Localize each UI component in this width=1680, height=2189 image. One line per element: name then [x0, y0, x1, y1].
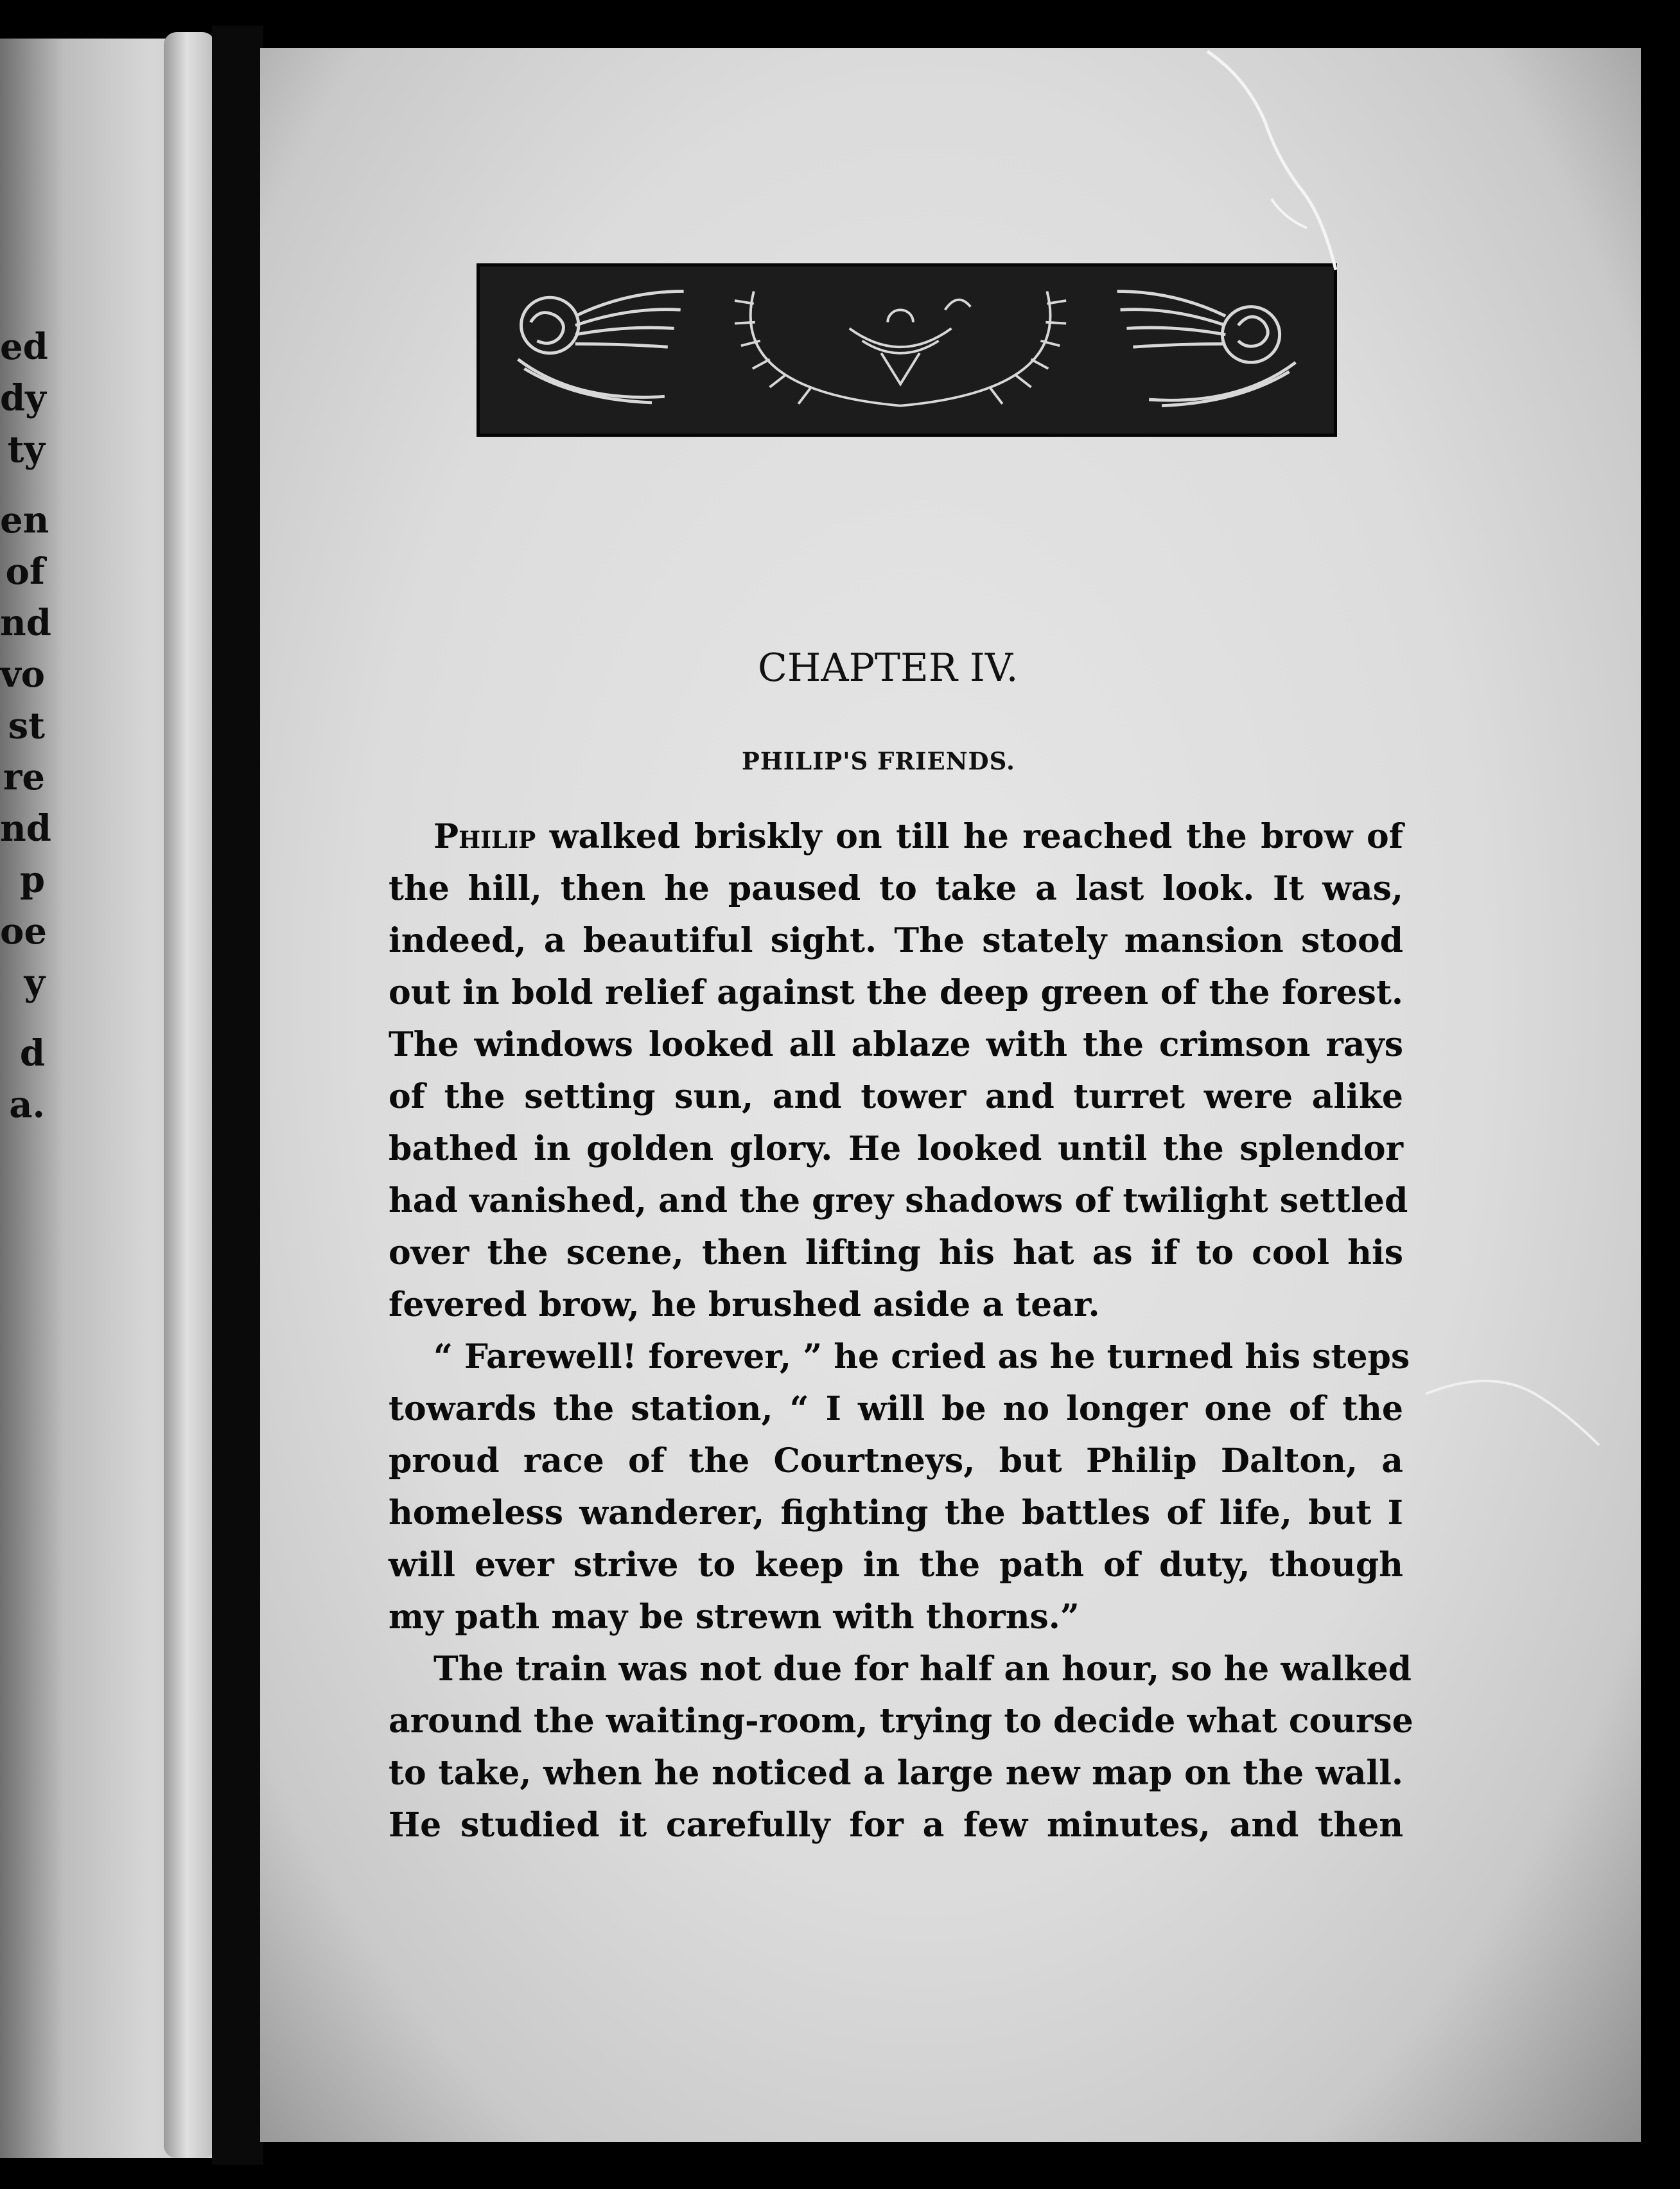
left-fragment: nd [0, 602, 51, 644]
left-fragment: re [3, 756, 45, 798]
chapter-title: CHAPTER IV. [758, 646, 1019, 690]
chapter-header-ornament [477, 263, 1337, 437]
book-gutter [212, 26, 263, 2165]
left-fragment: oe [0, 910, 47, 953]
text-line: He studied it carefully for a few minutes, and then [389, 1806, 1403, 1845]
text-line: homeless wanderer, fighting the battles of life, but I [389, 1493, 1403, 1533]
left-fragment: y [24, 962, 45, 1004]
text-line: Philip walked briskly on till he reached the brow of [433, 817, 1403, 856]
text-line: over the scene, then lifting his hat as if to cool his [389, 1233, 1403, 1272]
lead-word: Philip [433, 817, 536, 856]
left-fragment: of [5, 550, 45, 593]
left-page-text-fragments [0, 321, 51, 1130]
text-line: proud race of the Courtneys, but Philip Dalton, a [389, 1441, 1403, 1481]
left-fragment: ed [0, 326, 48, 368]
text-line: The windows looked all ablaze with the crimson rays [389, 1025, 1403, 1064]
text-line: bathed in golden glory. He looked until the splendor [389, 1129, 1403, 1168]
left-fragment: nd [0, 807, 51, 850]
text-line: towards the station, “ I will be no longer one of the [389, 1389, 1403, 1429]
left-page-edge [164, 32, 215, 2158]
chapter-body [389, 811, 1413, 1851]
text-line: around the waiting-room, trying to decide what course [389, 1701, 1413, 1741]
text-line: “ Farewell! forever, ” he cried as he turned his steps [433, 1337, 1410, 1376]
left-fragment: dy [0, 377, 46, 419]
left-fragment: vo [0, 653, 45, 696]
left-fragment: st [8, 705, 45, 747]
left-fragment: en [0, 499, 49, 541]
chapter-subtitle: PHILIP'S FRIENDS. [742, 747, 1015, 775]
left-fragment: d [19, 1032, 45, 1075]
text-line: of the setting sun, and tower and turret were alike [389, 1077, 1403, 1116]
text-line: indeed, a beautiful sight. The stately mansion stood [389, 921, 1403, 960]
text-line: to take, when he noticed a large new map on the wall. [389, 1754, 1403, 1793]
text-line: the hill, then he paused to take a last look. It was, [389, 869, 1403, 908]
text-line: The train was not due for half an hour, so he walked [433, 1649, 1412, 1689]
text-line: my path may be strewn with thorns.” [389, 1597, 1080, 1637]
text-line: had vanished, and the grey shadows of twilight settled [389, 1181, 1408, 1220]
text-line: out in bold relief against the deep green of the forest. [389, 973, 1403, 1012]
text-line: will ever strive to keep in the path of duty, though [389, 1545, 1403, 1585]
ornament-graphic [480, 267, 1334, 434]
left-fragment: ty [7, 428, 45, 471]
left-fragment: a. [9, 1084, 45, 1126]
text-line: fevered brow, he brushed aside a tear. [389, 1285, 1100, 1324]
left-fragment: p [19, 859, 45, 901]
